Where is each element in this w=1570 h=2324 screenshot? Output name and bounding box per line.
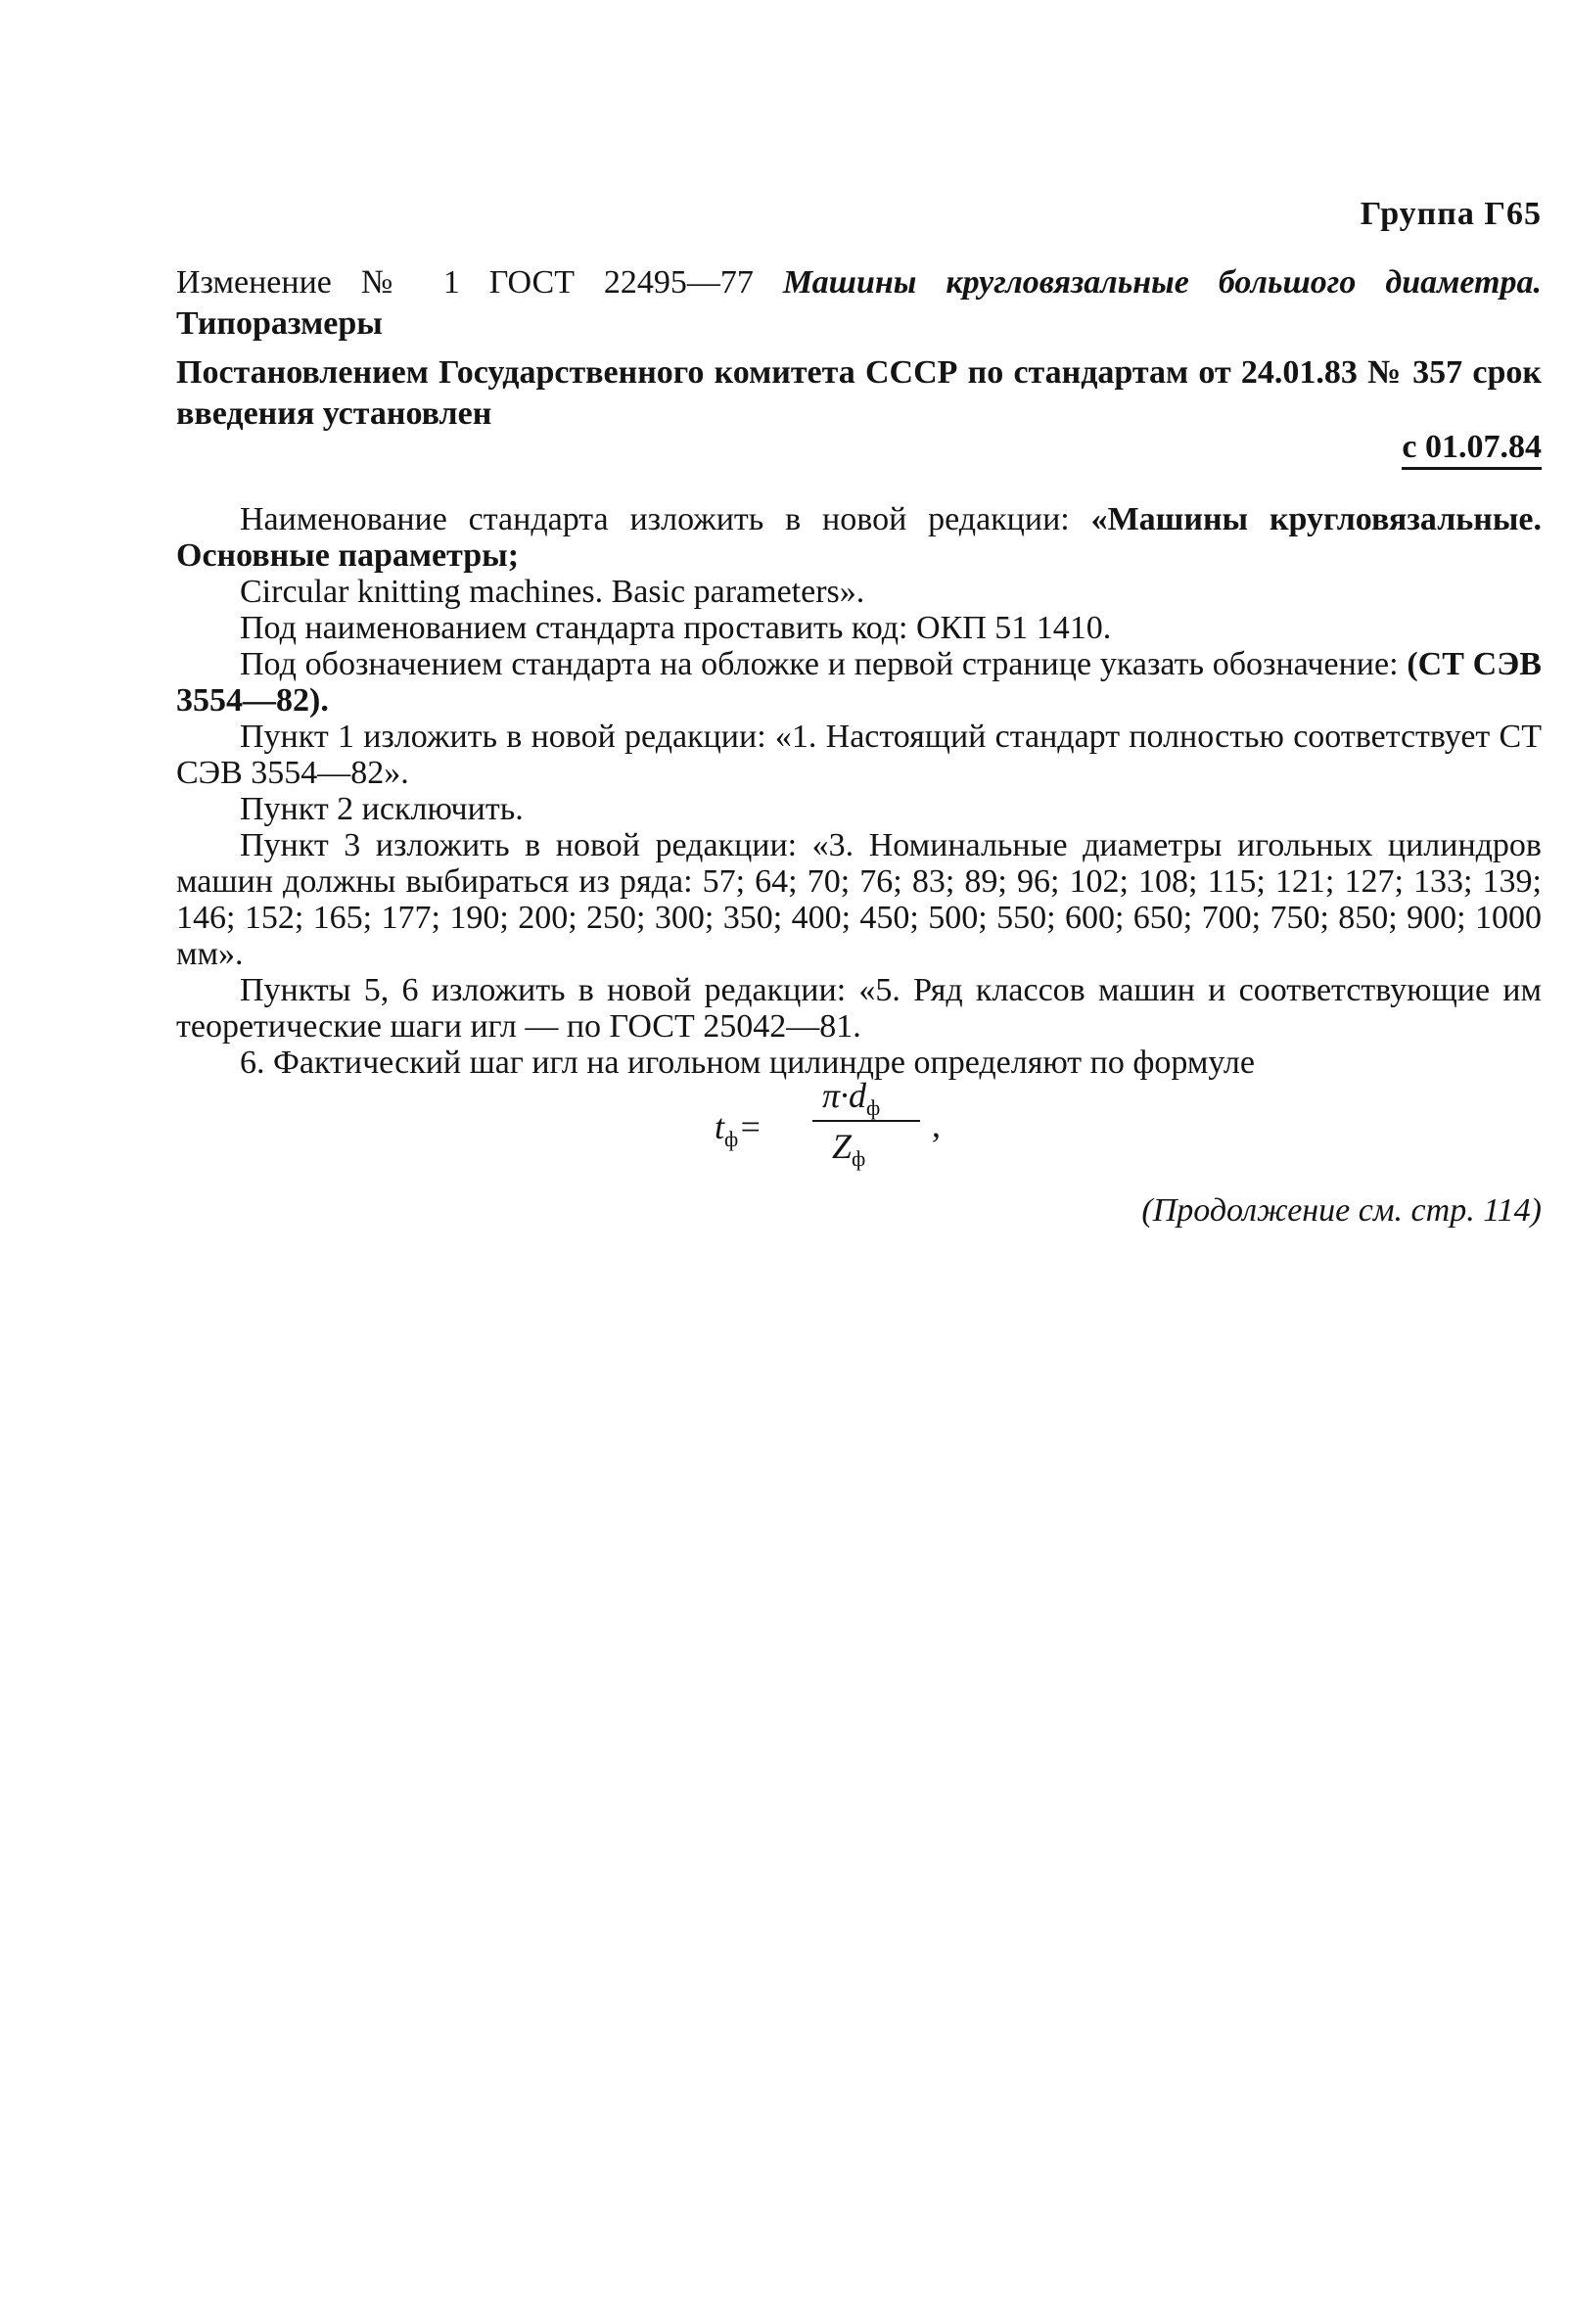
group-label: Группа Г65 — [1360, 196, 1542, 232]
effective-date — [1224, 429, 1542, 466]
standard-subtitle: Типоразмеры — [176, 305, 383, 342]
paragraph-1-lead: Наименование стандарта изложить в новой редакции: — [240, 501, 1091, 537]
amendment-header — [176, 262, 1542, 345]
amendment-body — [176, 501, 1542, 1081]
paragraph-1-bold: «Машины кругловязальные. Основные параметры; — [176, 501, 1542, 574]
formula-lhs — [715, 1106, 762, 1152]
paragraph-4-bold: (СТ СЭВ 3554—82). — [176, 646, 1542, 719]
paragraph-7: Пункт 3 изложить в новой редакции: «3. Номинальные диаметры игольных цилиндров машин должны выбираться из ряда: 57; 64; 70; 76; 83; 89; 96; 102; 108; 115; 121; 127; 133; 139; 146; 152; 165; 177; 190; 200; 250; 300; 350; 400; 450; 500; 550; 600; 650; 700; 750; 850; 900; 1000 мм». — [176, 827, 1542, 972]
formula-denominator — [832, 1126, 865, 1172]
paragraph-8: Пункты 5, 6 изложить в новой редакции: «5. Ряд классов машин и соответствующие им теоретические шаги игл — по ГОСТ 25042—81. — [176, 972, 1542, 1045]
paragraph-2: Circular knitting machines. Basic parameters». — [240, 574, 865, 610]
formula-denominator-text: Z — [832, 1127, 853, 1166]
paragraph-9: 6. Фактический шаг игл на игольном цилиндре определяют по формуле — [240, 1045, 1255, 1081]
formula-denominator-sub: ф — [852, 1146, 866, 1172]
formula-comma: , — [932, 1105, 941, 1144]
fraction-bar — [812, 1120, 920, 1122]
change-number: Изменение № 1 ГОСТ 22495—77 — [176, 264, 754, 301]
decree-text: Постановлением Государственного комитета СССР по стандартам от 24.01.83 № 357 срок введения установлен — [176, 354, 1542, 432]
paragraph-3: Под наименованием стандарта проставить код: ОКП 51 1410. — [240, 610, 1112, 646]
effective-date-value: с 01.07.84 — [1402, 429, 1542, 470]
formula-equals: = — [738, 1107, 762, 1146]
formula-numerator — [822, 1075, 880, 1121]
formula-numerator-sub: ф — [866, 1095, 881, 1121]
paragraph-6: Пункт 2 исключить. — [240, 791, 524, 827]
paragraph-4-lead: Под обозначением стандарта на обложке и первой странице указать обозначение: — [240, 646, 1408, 682]
formula-lhs-sub: ф — [724, 1127, 739, 1152]
continuation-note: (Продолжение см. стр. 114) — [1141, 1192, 1542, 1229]
standard-title: Машины кругловязальные большого диаметра. — [782, 264, 1542, 301]
pitch-formula — [715, 1075, 969, 1183]
paragraph-4 — [176, 646, 1542, 719]
formula-numerator-text: π·d — [822, 1076, 867, 1115]
paragraph-1 — [176, 501, 1542, 574]
paragraph-5: Пункт 1 изложить в новой редакции: «1. Настоящий стандарт полностью соответствует СТ СЭВ 3554—82». — [176, 719, 1542, 791]
formula-lhs-var: t — [715, 1107, 725, 1146]
